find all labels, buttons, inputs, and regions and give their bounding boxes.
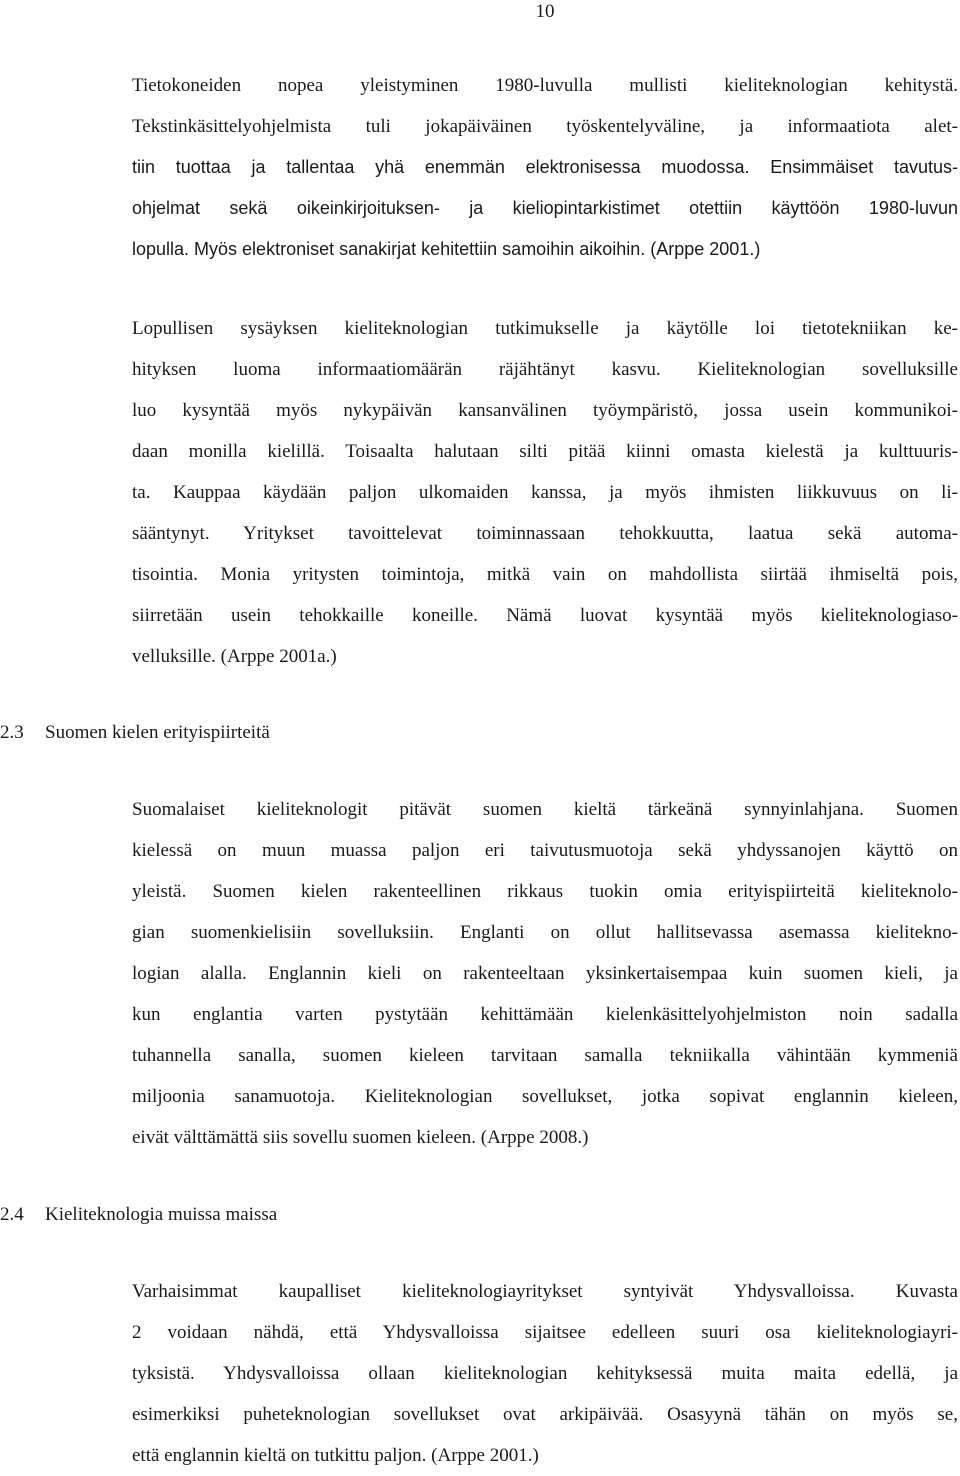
section-number: 2.3	[0, 722, 24, 743]
text-line: miljoonia sanamuotoja. Kieliteknologian sovellukset, jotka sopivat englannin kieleen,	[132, 1086, 958, 1107]
text-line: velluksille. (Arppe 2001a.)	[132, 646, 337, 667]
text-line: luo kysyntää myös nykypäivän kansanvälinen työympäristö, jossa usein kommunikoi-	[132, 400, 958, 421]
section-heading-2-4	[0, 1203, 277, 1227]
text-line: tiin tuottaa ja tallentaa yhä enemmän elektronisessa muodossa. Ensimmäiset tavutus-	[132, 157, 958, 177]
text-line: logian alalla. Englannin kieli on rakenteeltaan yksinkertaisempaa kuin suomen kieli, ja	[132, 963, 958, 984]
text-line: eivät välttämättä siis sovellu suomen kieleen. (Arppe 2008.)	[132, 1127, 589, 1148]
text-line: että englannin kieltä on tutkittu paljon. (Arppe 2001.)	[132, 1445, 539, 1466]
page-number: 10	[535, 1, 555, 22]
text-line: tuhannella sanalla, suomen kieleen tarvitaan samalla tekniikalla vähintään kymmeniä	[132, 1045, 958, 1066]
text-line: hityksen luoma informaatiomäärän räjähtänyt kasvu. Kieliteknologian sovelluksille	[132, 359, 958, 380]
text-line: daan monilla kielillä. Toisaalta halutaan silti pitää kiinni omasta kielestä ja kulttuuris-	[132, 441, 958, 462]
paragraph-2	[132, 308, 958, 677]
text-line: yleistä. Suomen kielen rakenteellinen rikkaus tuokin omia erityispiirteitä kieliteknolo-	[132, 881, 958, 902]
section-title: Kieliteknologia muissa maissa	[45, 1204, 278, 1225]
text-line: 2 voidaan nähdä, että Yhdysvalloissa sijaitsee edelleen suuri osa kieliteknologiayri-	[132, 1322, 958, 1343]
text-line: tyksistä. Yhdysvalloissa ollaan kieliteknologian kehityksessä muita maita edellä, ja	[132, 1363, 958, 1384]
section-title: Suomen kielen erityispiirteitä	[45, 722, 270, 743]
text-line: lopulla. Myös elektroniset sanakirjat kehitettiin samoihin aikoihin. (Arppe 2001.)	[132, 239, 761, 259]
text-line: siirretään usein tehokkaille koneille. Nämä luovat kysyntää myös kieliteknologiaso-	[132, 605, 958, 626]
text-line: ta. Kauppaa käydään paljon ulkomaiden kanssa, ja myös ihmisten liikkuvuus on li-	[132, 482, 958, 503]
text-line: kielessä on muun muassa paljon eri taivutusmuotoja sekä yhdyssanojen käyttö on	[132, 840, 958, 861]
text-line: ohjelmat sekä oikeinkirjoituksen- ja kieliopintarkistimet otettiin käyttöön 1980-luvun	[132, 198, 958, 218]
paragraph-4	[132, 1271, 958, 1476]
text-line: Varhaisimmat kaupalliset kieliteknologiayritykset syntyivät Yhdysvalloissa. Kuvasta	[132, 1281, 958, 1302]
paragraph-1	[132, 65, 958, 270]
text-line: Lopullisen sysäyksen kieliteknologian tutkimukselle ja käytölle loi tietotekniikan ke-	[132, 318, 958, 339]
text-line: sääntynyt. Yritykset tavoittelevat toiminnassaan tehokkuutta, laatua sekä automa-	[132, 523, 958, 544]
section-heading-2-3	[0, 721, 270, 745]
text-line: gian suomenkielisiin sovelluksiin. Englanti on ollut hallitsevassa asemassa kielitekno-	[132, 922, 958, 943]
text-line: kun englantia varten pystytään kehittämään kielenkäsittelyohjelmiston noin sadalla	[132, 1004, 958, 1025]
paragraph-3	[132, 789, 958, 1158]
text-line: tisointia. Monia yritysten toimintoja, mitkä vain on mahdollista siirtää ihmiseltä pois,	[132, 564, 958, 585]
text-line: Tekstinkäsittelyohjelmista tuli jokapäiväinen työskentelyväline, ja informaatiota alet-	[132, 116, 958, 137]
text-line: Suomalaiset kieliteknologit pitävät suomen kieltä tärkeänä synnyinlahjana. Suomen	[132, 799, 958, 820]
text-line: esimerkiksi puheteknologian sovellukset ovat arkipäivää. Osasyynä tähän on myös se,	[132, 1404, 958, 1425]
text-line: Tietokoneiden nopea yleistyminen 1980-luvulla mullisti kieliteknologian kehitystä.	[132, 75, 958, 96]
section-number: 2.4	[0, 1204, 24, 1225]
